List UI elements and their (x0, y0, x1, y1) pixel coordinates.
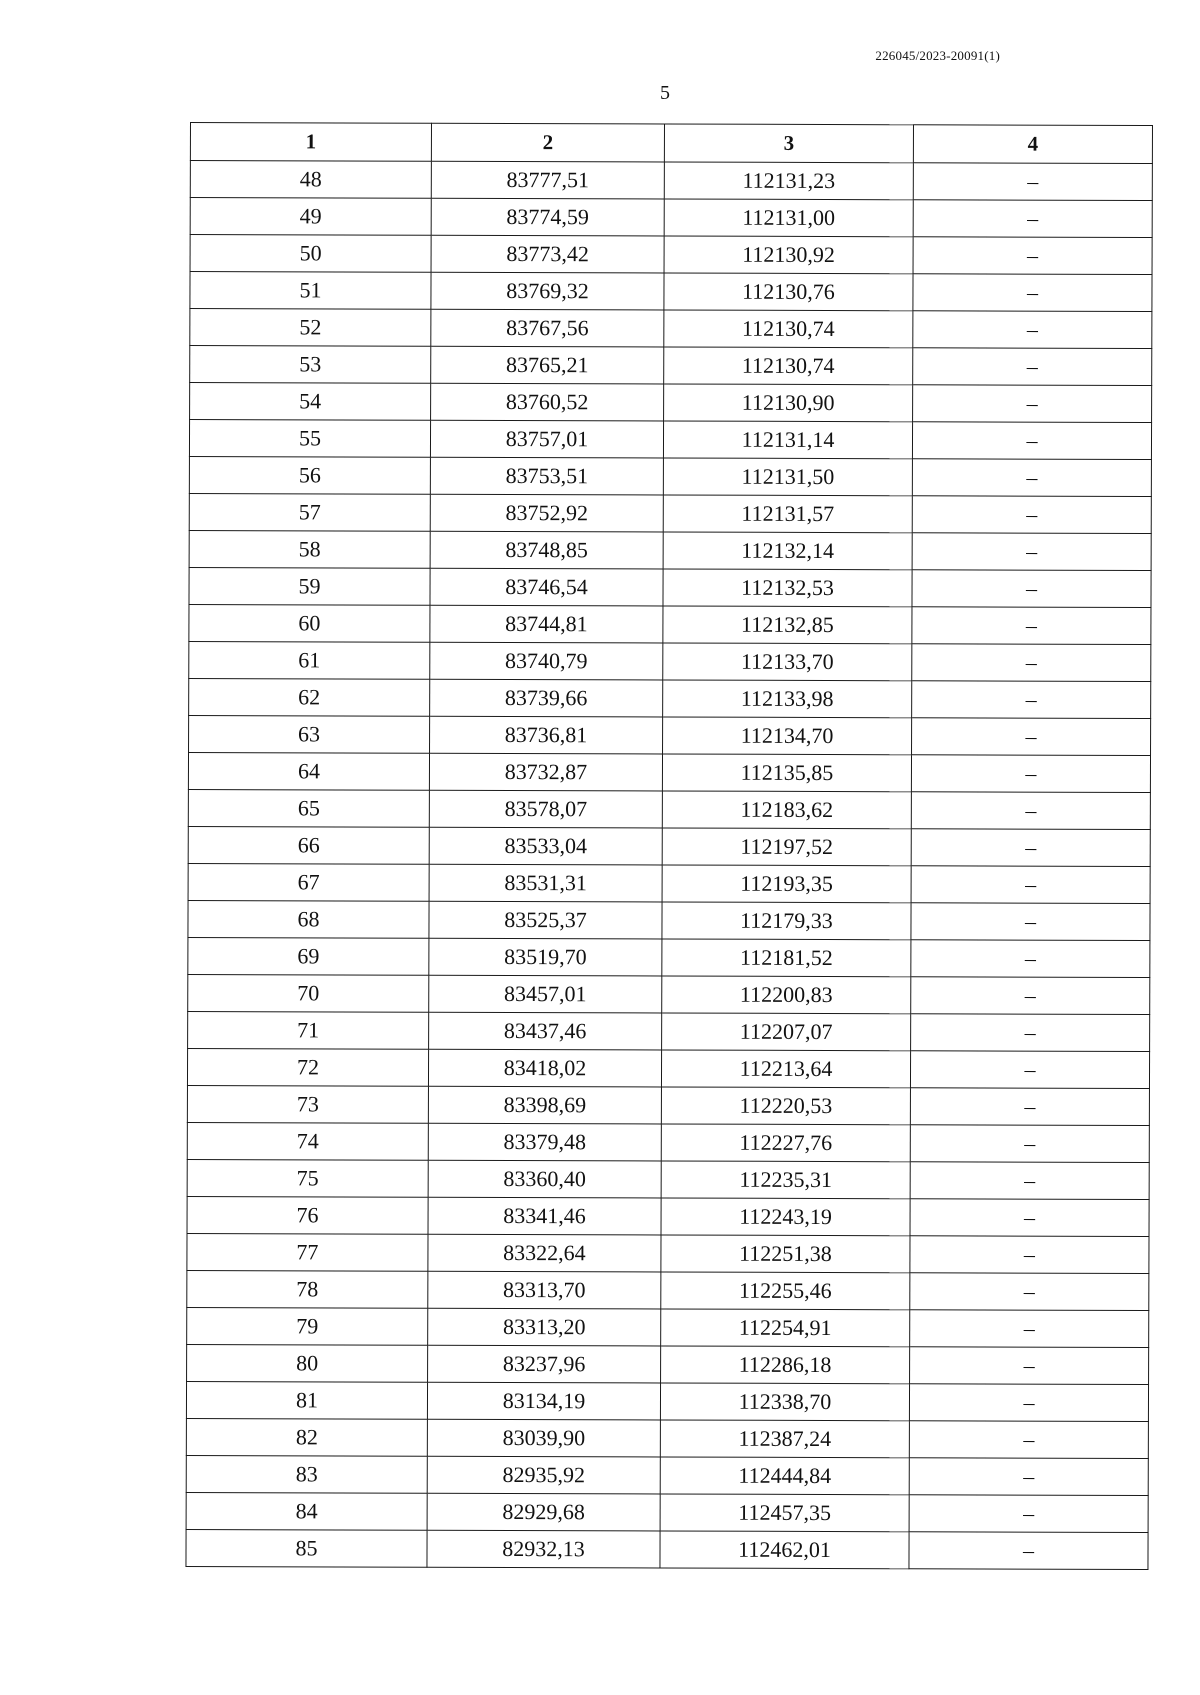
x-coordinate-cell: 83757,01 (430, 420, 663, 458)
table-row (188, 863, 1150, 903)
point-number-cell: 58 (189, 530, 430, 568)
x-coordinate-cell: 83531,31 (429, 864, 662, 902)
point-number-cell: 48 (190, 161, 431, 199)
x-coordinate-cell: 83739,66 (430, 679, 663, 717)
note-cell: – (910, 1236, 1149, 1274)
y-coordinate-cell: 112181,52 (662, 939, 911, 977)
y-coordinate-cell: 112131,50 (663, 458, 912, 496)
x-coordinate-cell: 83341,46 (428, 1197, 661, 1235)
x-coordinate-cell: 82932,13 (427, 1530, 660, 1568)
point-number-cell: 60 (189, 604, 430, 642)
table-row (190, 383, 1152, 423)
y-coordinate-cell: 112255,46 (661, 1272, 910, 1310)
y-coordinate-cell: 112193,35 (662, 865, 911, 903)
y-coordinate-cell: 112130,74 (664, 310, 913, 348)
table-row (188, 974, 1150, 1014)
y-coordinate-cell: 112227,76 (661, 1124, 910, 1162)
column-header: 4 (913, 125, 1152, 164)
table-row (189, 493, 1151, 533)
coordinates-table (185, 122, 1153, 1570)
table-row (188, 789, 1150, 829)
y-coordinate-cell: 112220,53 (661, 1087, 910, 1125)
point-number-cell: 72 (187, 1048, 428, 1086)
table-row (187, 1085, 1149, 1125)
x-coordinate-cell: 82929,68 (427, 1493, 660, 1531)
x-coordinate-cell: 83777,51 (431, 161, 664, 199)
point-number-cell: 53 (190, 346, 431, 384)
x-coordinate-cell: 83740,79 (430, 642, 663, 680)
point-number-cell: 61 (189, 641, 430, 679)
y-coordinate-cell: 112213,64 (661, 1050, 910, 1088)
y-coordinate-cell: 112207,07 (662, 1013, 911, 1051)
note-cell: – (911, 866, 1150, 904)
y-coordinate-cell: 112183,62 (662, 791, 911, 829)
point-number-cell: 71 (188, 1011, 429, 1049)
point-number-cell: 59 (189, 567, 430, 605)
y-coordinate-cell: 112457,35 (660, 1494, 909, 1532)
note-cell: – (913, 237, 1152, 275)
table-row (189, 678, 1151, 718)
table-row (187, 1048, 1149, 1088)
table-row (187, 1344, 1149, 1384)
note-cell: – (913, 311, 1152, 349)
y-coordinate-cell: 112135,85 (662, 754, 911, 792)
x-coordinate-cell: 83437,46 (429, 1012, 662, 1050)
note-cell: – (912, 644, 1151, 682)
table-row (189, 420, 1151, 460)
y-coordinate-cell: 112197,52 (662, 828, 911, 866)
x-coordinate-cell: 83525,37 (429, 901, 662, 939)
point-number-cell: 55 (189, 420, 430, 458)
note-cell: – (911, 829, 1150, 867)
x-coordinate-cell: 83765,21 (431, 346, 664, 384)
point-number-cell: 76 (187, 1196, 428, 1234)
x-coordinate-cell: 83313,20 (428, 1308, 661, 1346)
document-number: 226045/2023-20091(1) (875, 48, 1000, 63)
x-coordinate-cell: 83760,52 (431, 383, 664, 421)
point-number-cell: 82 (186, 1418, 427, 1456)
note-cell: – (909, 1532, 1148, 1570)
x-coordinate-cell: 83769,32 (431, 272, 664, 310)
x-coordinate-cell: 83774,59 (431, 198, 664, 236)
x-coordinate-cell: 83457,01 (429, 975, 662, 1013)
note-cell: – (912, 607, 1151, 645)
point-number-cell: 64 (188, 752, 429, 790)
y-coordinate-cell: 112254,91 (661, 1309, 910, 1347)
note-cell: – (911, 792, 1150, 830)
table-row (188, 826, 1150, 866)
point-number-cell: 51 (190, 272, 431, 310)
note-cell: – (912, 570, 1151, 608)
x-coordinate-cell: 83744,81 (430, 605, 663, 643)
table-row (186, 1492, 1148, 1532)
point-number-cell: 83 (186, 1455, 427, 1493)
point-number-cell: 50 (190, 235, 431, 273)
x-coordinate-cell: 83360,40 (428, 1160, 661, 1198)
note-cell: – (910, 1125, 1149, 1163)
table-row (190, 309, 1152, 349)
y-coordinate-cell: 112131,14 (663, 421, 912, 459)
point-number-cell: 78 (187, 1270, 428, 1308)
note-cell: – (912, 533, 1151, 571)
table-row (190, 346, 1152, 386)
note-cell: – (912, 681, 1151, 719)
y-coordinate-cell: 112132,53 (663, 569, 912, 607)
table-row (188, 752, 1150, 792)
x-coordinate-cell: 83748,85 (430, 531, 663, 569)
x-coordinate-cell: 83746,54 (430, 568, 663, 606)
x-coordinate-cell: 83398,69 (428, 1086, 661, 1124)
column-header: 2 (431, 123, 664, 162)
note-cell: – (910, 1199, 1149, 1237)
note-cell: – (910, 1347, 1149, 1385)
x-coordinate-cell: 83519,70 (429, 938, 662, 976)
table-row (189, 641, 1151, 681)
y-coordinate-cell: 112131,23 (664, 162, 913, 200)
table-row (189, 604, 1151, 644)
point-number-cell: 74 (187, 1122, 428, 1160)
note-cell: – (913, 385, 1152, 423)
table-row (187, 1196, 1149, 1236)
y-coordinate-cell: 112130,76 (664, 273, 913, 311)
x-coordinate-cell: 83039,90 (427, 1419, 660, 1457)
note-cell: – (909, 1384, 1148, 1422)
point-number-cell: 66 (188, 826, 429, 864)
point-number-cell: 67 (188, 863, 429, 901)
table-row (190, 235, 1152, 275)
y-coordinate-cell: 112387,24 (660, 1420, 909, 1458)
y-coordinate-cell: 112462,01 (660, 1531, 909, 1569)
y-coordinate-cell: 112444,84 (660, 1457, 909, 1495)
note-cell: – (911, 977, 1150, 1015)
table-row (189, 715, 1151, 755)
table-row (186, 1381, 1148, 1421)
table-row (187, 1159, 1149, 1199)
x-coordinate-cell: 83134,19 (427, 1382, 660, 1420)
note-cell: – (913, 163, 1152, 201)
point-number-cell: 52 (190, 309, 431, 347)
point-number-cell: 79 (187, 1307, 428, 1345)
table-row (189, 530, 1151, 570)
table-row (186, 1455, 1148, 1495)
note-cell: – (912, 718, 1151, 756)
point-number-cell: 54 (190, 383, 431, 421)
note-cell: – (912, 496, 1151, 534)
point-number-cell: 81 (186, 1381, 427, 1419)
note-cell: – (909, 1421, 1148, 1459)
y-coordinate-cell: 112131,00 (664, 199, 913, 237)
note-cell: – (912, 459, 1151, 497)
x-coordinate-cell: 83578,07 (429, 790, 662, 828)
table-header-row (190, 123, 1152, 164)
table-body (186, 161, 1152, 1570)
y-coordinate-cell: 112131,57 (663, 495, 912, 533)
y-coordinate-cell: 112133,98 (663, 680, 912, 718)
table-row (187, 1122, 1149, 1162)
x-coordinate-cell: 83379,48 (428, 1123, 661, 1161)
y-coordinate-cell: 112251,38 (661, 1235, 910, 1273)
x-coordinate-cell: 83773,42 (431, 235, 664, 273)
point-number-cell: 65 (188, 789, 429, 827)
y-coordinate-cell: 112132,85 (663, 606, 912, 644)
table-row (187, 1270, 1149, 1310)
x-coordinate-cell: 83752,92 (430, 494, 663, 532)
x-coordinate-cell: 83767,56 (431, 309, 664, 347)
table-row (187, 1307, 1149, 1347)
y-coordinate-cell: 112338,70 (660, 1383, 909, 1421)
note-cell: – (910, 1273, 1149, 1311)
point-number-cell: 62 (189, 678, 430, 716)
note-cell: – (911, 940, 1150, 978)
column-header: 3 (664, 124, 913, 163)
table-row (188, 937, 1150, 977)
y-coordinate-cell: 112134,70 (663, 717, 912, 755)
y-coordinate-cell: 112130,74 (664, 347, 913, 385)
point-number-cell: 77 (187, 1233, 428, 1271)
point-number-cell: 56 (189, 456, 430, 494)
note-cell: – (910, 1088, 1149, 1126)
table-row (189, 567, 1151, 607)
note-cell: – (912, 422, 1151, 460)
table-row (189, 456, 1151, 496)
note-cell: – (910, 1310, 1149, 1348)
note-cell: – (913, 274, 1152, 312)
x-coordinate-cell: 83753,51 (430, 457, 663, 495)
y-coordinate-cell: 112130,90 (664, 384, 913, 422)
point-number-cell: 57 (189, 493, 430, 531)
point-number-cell: 70 (188, 974, 429, 1012)
y-coordinate-cell: 112235,31 (661, 1161, 910, 1199)
point-number-cell: 75 (187, 1159, 428, 1197)
note-cell: – (913, 348, 1152, 386)
note-cell: – (910, 1051, 1149, 1089)
y-coordinate-cell: 112133,70 (663, 643, 912, 681)
table-row (190, 272, 1152, 312)
point-number-cell: 73 (187, 1085, 428, 1123)
table-row (188, 1011, 1150, 1051)
point-number-cell: 69 (188, 937, 429, 975)
note-cell: – (911, 1014, 1150, 1052)
note-cell: – (909, 1458, 1148, 1496)
x-coordinate-cell: 83418,02 (428, 1049, 661, 1087)
y-coordinate-cell: 112130,92 (664, 236, 913, 274)
note-cell: – (911, 755, 1150, 793)
x-coordinate-cell: 83322,64 (428, 1234, 661, 1272)
y-coordinate-cell: 112286,18 (661, 1346, 910, 1384)
point-number-cell: 49 (190, 198, 431, 236)
y-coordinate-cell: 112243,19 (661, 1198, 910, 1236)
y-coordinate-cell: 112200,83 (662, 976, 911, 1014)
point-number-cell: 68 (188, 900, 429, 938)
note-cell: – (909, 1495, 1148, 1533)
x-coordinate-cell: 83736,81 (430, 716, 663, 754)
x-coordinate-cell: 83732,87 (429, 753, 662, 791)
point-number-cell: 80 (187, 1344, 428, 1382)
table-row (188, 900, 1150, 940)
table-row (187, 1233, 1149, 1273)
point-number-cell: 63 (189, 715, 430, 753)
note-cell: – (913, 200, 1152, 238)
table-row (190, 161, 1152, 201)
page-number: 5 (660, 82, 670, 104)
x-coordinate-cell: 83237,96 (428, 1345, 661, 1383)
x-coordinate-cell: 83313,70 (428, 1271, 661, 1309)
y-coordinate-cell: 112132,14 (663, 532, 912, 570)
table-row (186, 1529, 1148, 1569)
point-number-cell: 84 (186, 1492, 427, 1530)
column-header: 1 (190, 123, 431, 162)
y-coordinate-cell: 112179,33 (662, 902, 911, 940)
table-row (186, 1418, 1148, 1458)
x-coordinate-cell: 83533,04 (429, 827, 662, 865)
note-cell: – (911, 903, 1150, 941)
x-coordinate-cell: 82935,92 (427, 1456, 660, 1494)
table-row (190, 198, 1152, 238)
point-number-cell: 85 (186, 1529, 427, 1567)
note-cell: – (910, 1162, 1149, 1200)
